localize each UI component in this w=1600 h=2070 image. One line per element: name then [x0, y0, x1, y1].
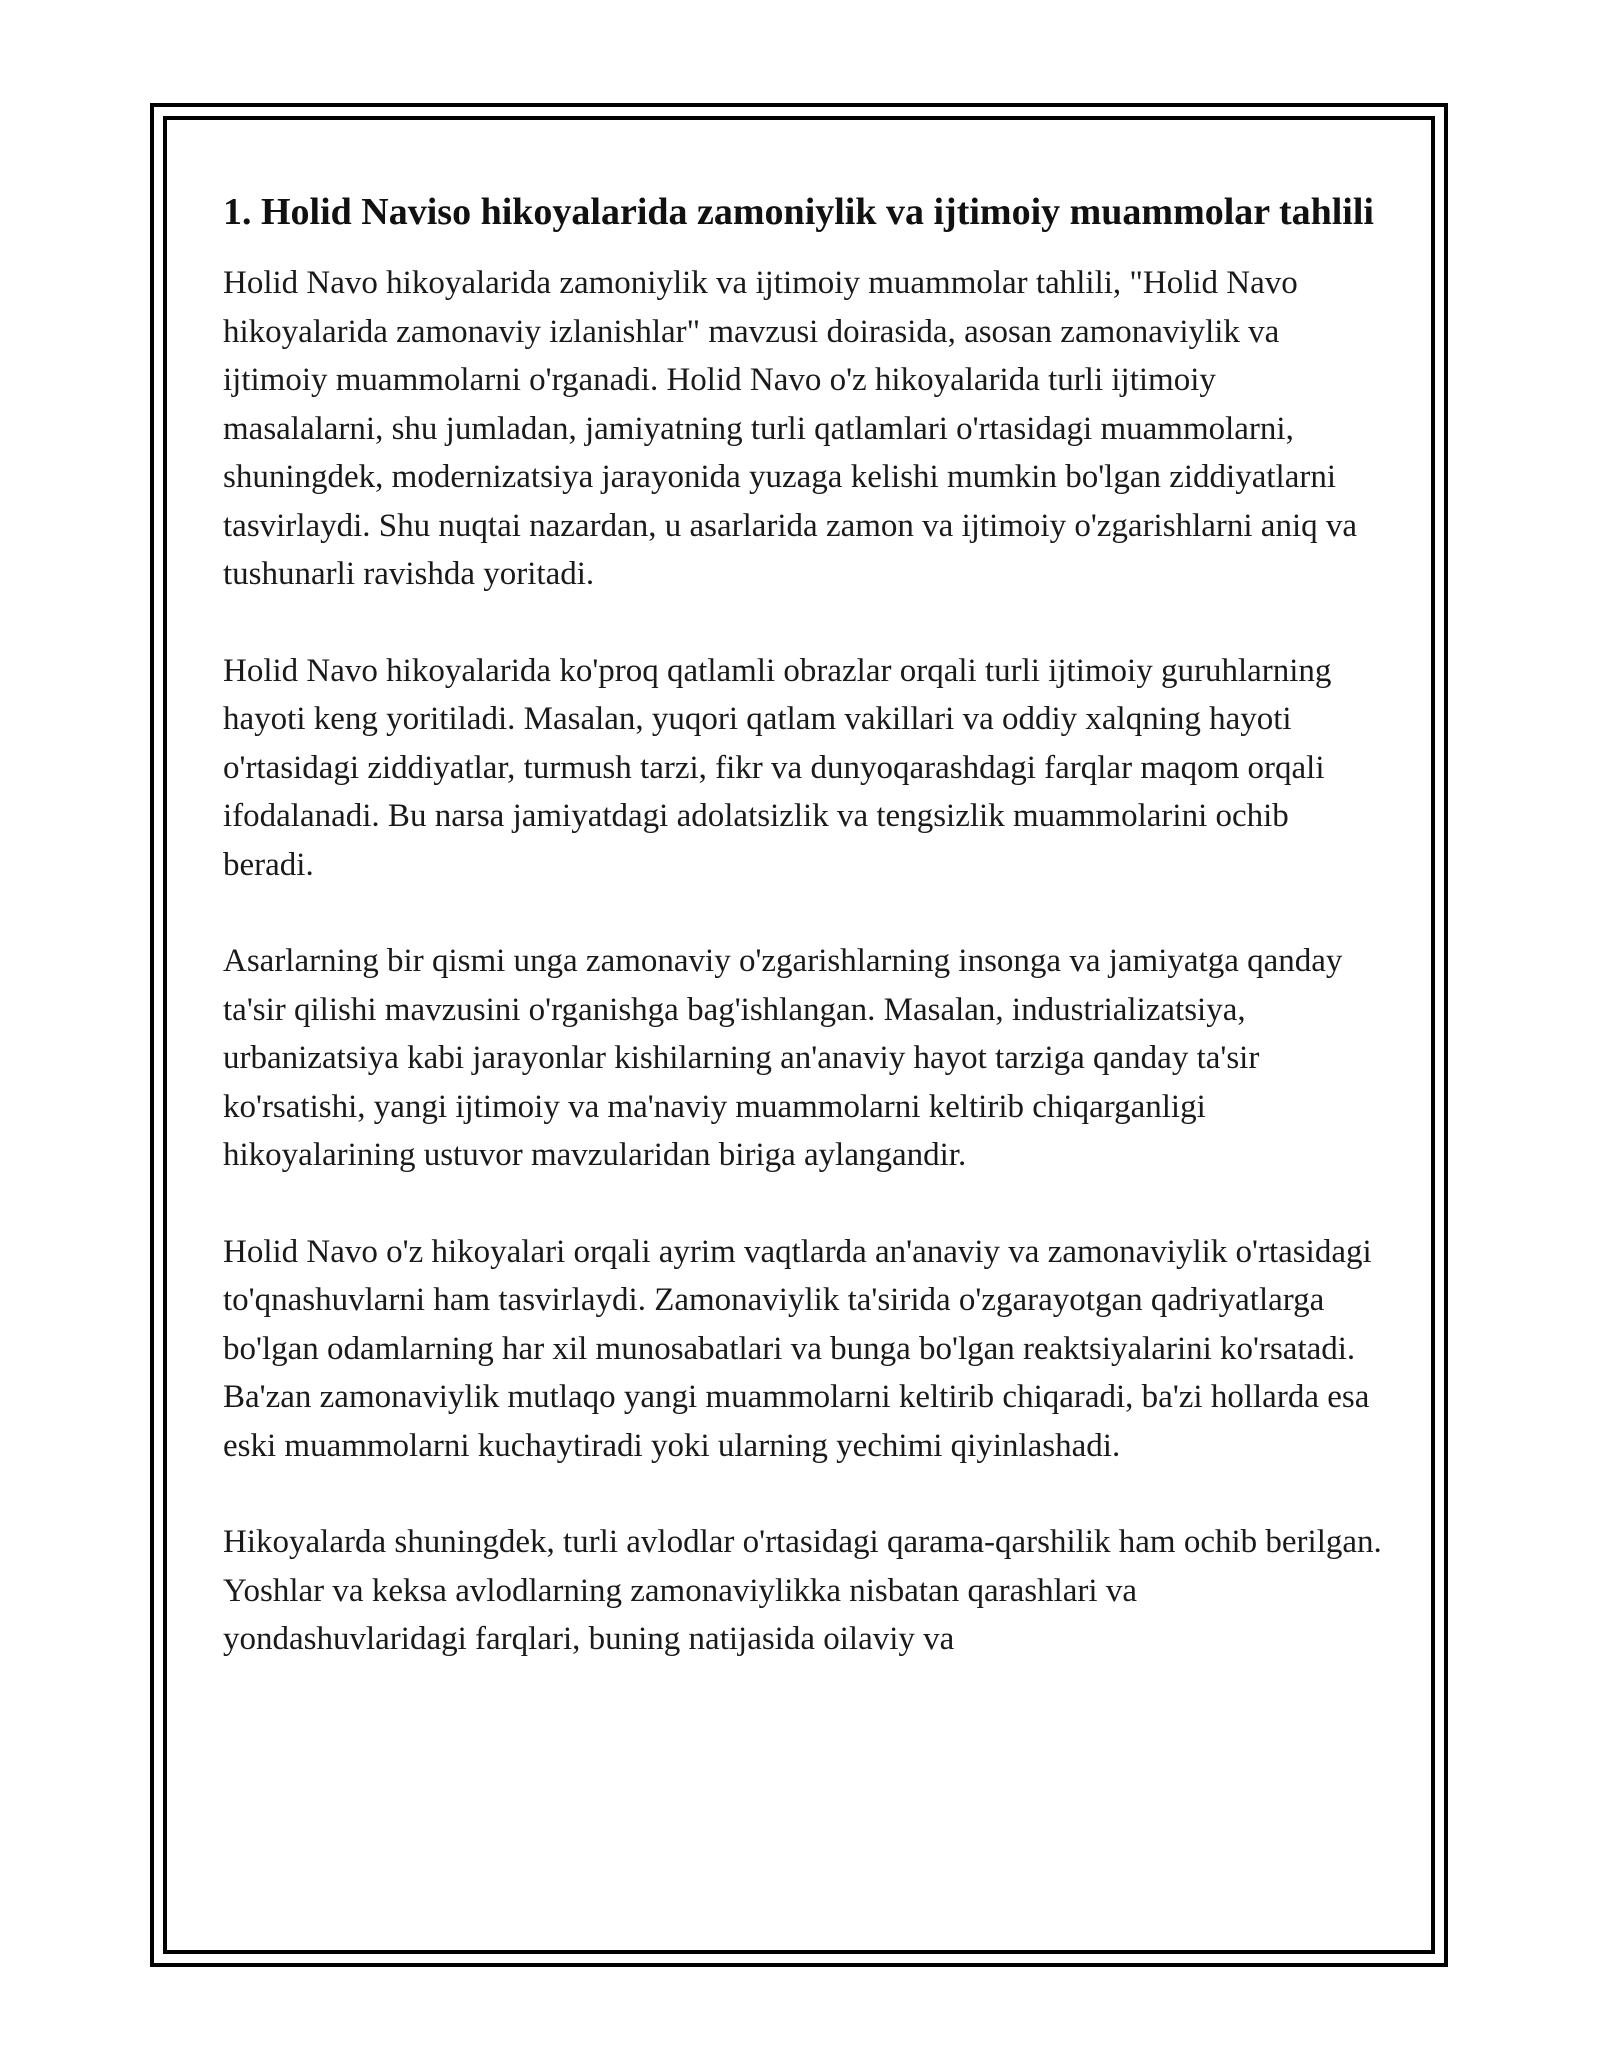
- paragraph-2: Holid Navo hikoyalarida ko'proq qatlamli obrazlar orqali turli ijtimoiy guruhlarning hayoti keng yoritiladi. Masalan, yuqori qatlam vakillari va oddiy xalqning hayoti o'rtasidagi ziddiyatlar, turmush tarzi, fikr va dunyoqarashdagi farqlar maqom orqali ifodalanadi. Bu narsa jamiyatdagi adolatsizlik va tengsizlik muammolarini ochib beradi.: [223, 652, 1332, 883]
- section-heading: 1. Holid Naviso hikoyalarida zamoniylik va ijtimoiy muammolar tahlili: [223, 191, 1374, 233]
- paragraph-3: Asarlarning bir qismi unga zamonaviy o'zgarishlarning insonga va jamiyatga qanday ta'sir qilishi mavzusini o'rganishga bag'ishlangan. Masalan, industrializatsiya, urbanizatsiya kabi jarayonlar kishilarning an'anaviy hayot tarziga qanday ta'sir ko'rsatishi, yangi ijtimoiy va ma'naviy muammolarni keltirib chiqarganligi hikoyalarining ustuvor mavzularidan biriga aylangandir.: [223, 943, 1343, 1173]
- paragraph-1: Holid Navo hikoyalarida zamoniylik va ijtimoiy muammolar tahlili, "Holid Navo hikoyalarida zamonaviy izlanishlar" mavzusi doirasida, asosan zamonaviylik va ijtimoiy muammolarni o'rganadi. Holid Navo o'z hikoyalarida turli ijtimoiy masalalarni, shu jumladan, jamiyatning turli qatlamlari o'rtasidagi muammolarni, shuningdek, modernizatsiya jarayonida yuzaga kelishi mumkin bo'lgan ziddiyatlarni tasvirlaydi. Shu nuqtai nazardan, u asarlarida zamon va ijtimoiy o'zgarishlarni aniq va tushunarli ravishda yoritadi.: [223, 265, 1358, 592]
- paragraph-5: Hikoyalarda shuningdek, turli avlodlar o'rtasidagi qarama-qarshilik ham ochib berilgan. Yoshlar va keksa avlodlarning zamonaviylikka nisbatan qarashlari va yondashuvlaridagi farqlari, buning natijasida oilaviy va: [223, 1524, 1382, 1657]
- document-body: [223, 185, 1383, 1712]
- paragraph-4: Holid Navo o'z hikoyalari orqali ayrim vaqtlarda an'anaviy va zamonaviylik o'rtasidagi to'qnashuvlarni ham tasvirlaydi. Zamonaviylik ta'sirida o'zgarayotgan qadriyatlarga bo'lgan odamlarning har xil munosabatlari va bunga bo'lgan reaktsiyalarini ko'rsatadi. Ba'zan zamonaviylik mutlaqo yangi muammolarni keltirib chiqaradi, ba'zi hollarda esa eski muammolarni kuchaytiradi yoki ularning yechimi qiyinlashadi.: [223, 1233, 1372, 1464]
